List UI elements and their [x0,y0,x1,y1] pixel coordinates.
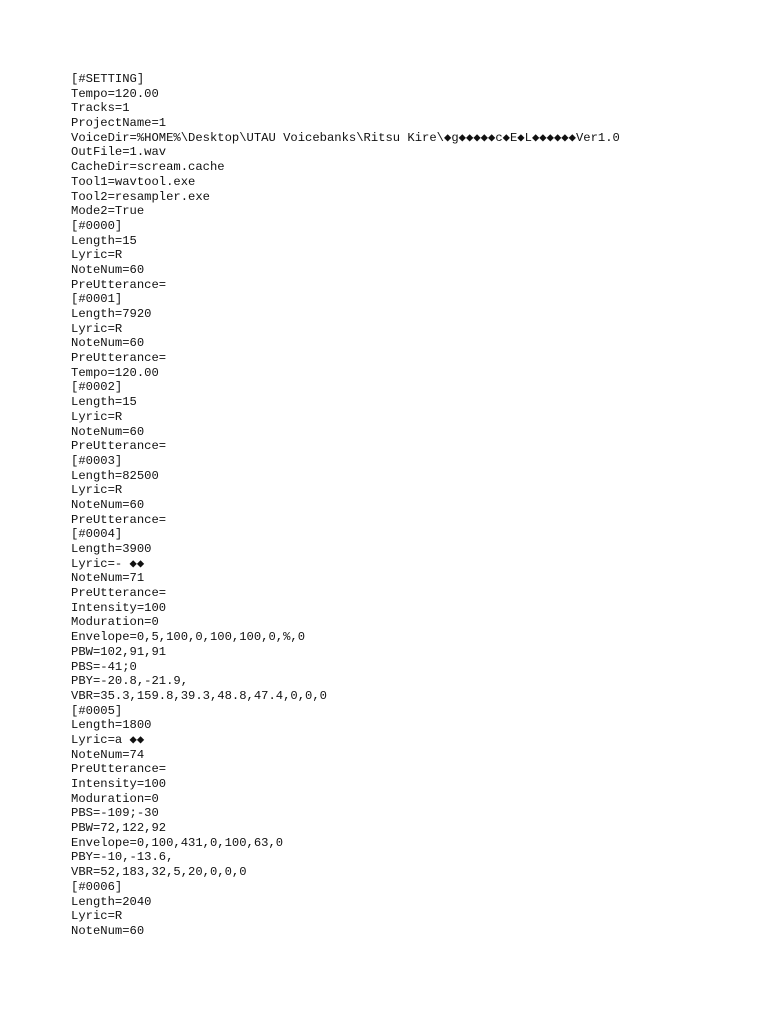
text-line: Lyric=R [71,321,123,336]
text-line: Lyric=a ◆◆ [71,732,145,747]
text-line: VBR=52,183,32,5,20,0,0,0 [71,865,247,880]
text-line: Intensity=100 [71,600,167,615]
text-line: Tool2=resampler.exe [71,189,210,204]
text-line: PreUtterance= [71,439,167,454]
text-line: [#0002] [71,380,123,395]
text-line: PBW=72,122,92 [71,821,167,836]
text-line: PBY=-10,-13.6, [71,850,174,865]
text-line: Lyric=- ◆◆ [71,556,145,571]
text-line: NoteNum=60 [71,424,145,439]
text-line: Moduration=0 [71,791,159,806]
text-line: [#SETTING] [71,72,145,86]
text-line: NoteNum=74 [71,747,145,762]
text-line: PBS=-41;0 [71,659,137,674]
text-line: Intensity=100 [71,777,167,791]
text-line: PreUtterance= [71,277,167,292]
text-line: Lyric=R [71,409,123,424]
text-line: Lyric=R [71,248,123,263]
text-line: Moduration=0 [71,615,159,630]
text-line: [#0000] [71,218,123,233]
text-line: Length=3900 [71,542,152,556]
text-line: NoteNum=60 [71,923,145,938]
text-line: NoteNum=60 [71,497,145,512]
text-line: PreUtterance= [71,351,167,366]
text-line: NoteNum=71 [71,571,145,586]
text-line: Length=2040 [71,894,152,909]
text-line: Length=15 [71,233,137,248]
text-line: Envelope=0,5,100,0,100,100,0,%,0 [71,630,306,645]
text-line: OutFile=1.wav [71,145,167,160]
text-line: [#0004] [71,527,123,542]
text-line: Tempo=120.00 [71,365,159,380]
text-line: [#0006] [71,879,123,894]
text-line: ProjectName=1 [71,116,167,131]
text-line: Tool1=wavtool.exe [71,174,196,189]
text-line: PreUtterance= [71,512,167,527]
text-line: PreUtterance= [71,586,167,601]
text-line: NoteNum=60 [71,336,145,351]
text-line: Mode2=True [71,204,145,219]
text-line: PBW=102,91,91 [71,644,167,659]
text-line: NoteNum=60 [71,262,145,277]
text-line: Length=82500 [71,468,159,483]
ust-text-content [71,72,620,939]
text-line: VoiceDir=%HOME%\Desktop\UTAU Voicebanks\Ritsu Kire\◆g◆◆◆◆◆c◆E◆L◆◆◆◆◆◆Ver1.0 [71,130,620,145]
text-line: PBS=-109;-30 [71,806,159,821]
text-line: VBR=35.3,159.8,39.3,48.8,47.4,0,0,0 [71,688,327,703]
text-line: [#0005] [71,703,123,718]
text-line: [#0001] [71,292,123,307]
text-line: PBY=-20.8,-21.9, [71,674,189,689]
text-line: Lyric=R [71,909,123,924]
text-line: Envelope=0,100,431,0,100,63,0 [71,835,284,850]
text-line: CacheDir=scream.cache [71,160,225,175]
text-line: Tracks=1 [71,101,130,116]
text-line: Length=15 [71,395,137,410]
text-line: Tempo=120.00 [71,86,159,101]
text-line: PreUtterance= [71,762,167,777]
text-line: Length=1800 [71,718,152,733]
text-line: Length=7920 [71,307,152,321]
text-line: [#0003] [71,453,123,468]
text-line: Lyric=R [71,483,123,498]
